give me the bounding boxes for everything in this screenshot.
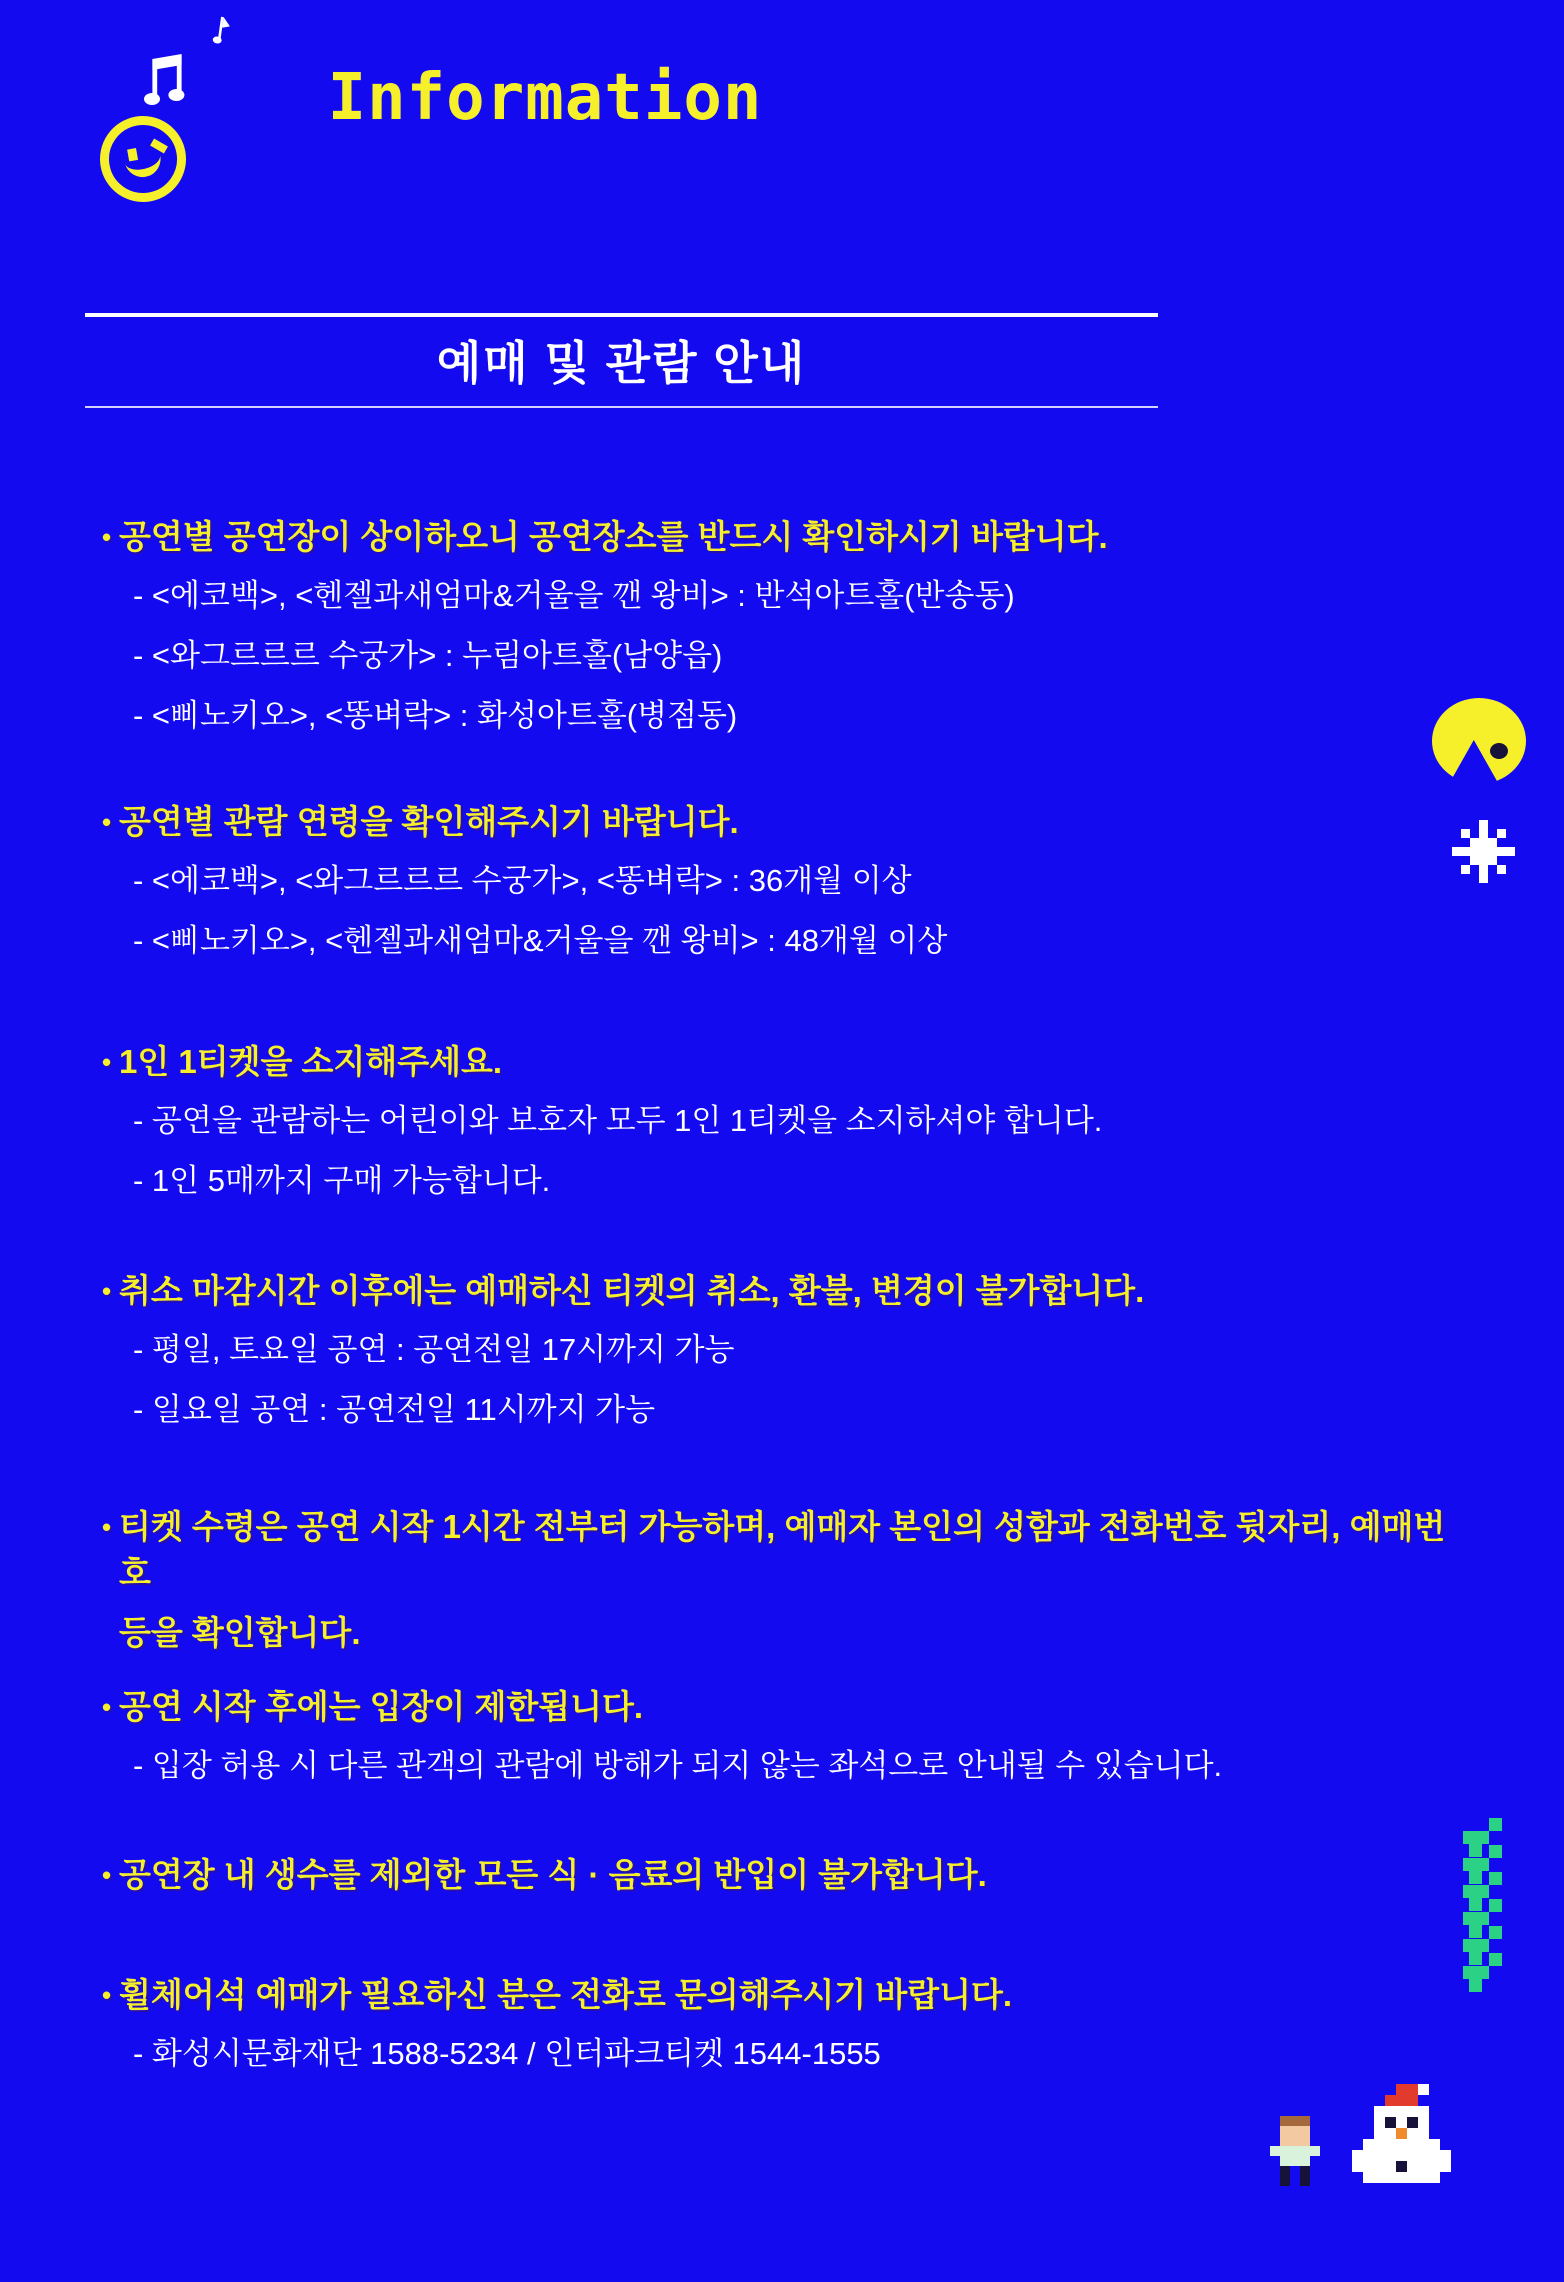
section-venues [102, 514, 1462, 746]
section-one-ticket [102, 1039, 1462, 1211]
section-heading-text: 공연 시작 후에는 입장이 제한됩니다. [119, 1688, 644, 1725]
list-item: - <삐노키오>, <헨젤과새엄마&거울을 깬 왕비> : 48개월 이상 [133, 923, 948, 958]
section-items [102, 1320, 1462, 1440]
section-heading-text: 티켓 수령은 공연 시작 1시간 전부터 가능하며, 예매자 본인의 성함과 전화번호 뒷자리, 예매번호 [119, 1508, 1446, 1591]
section-items [102, 566, 1462, 746]
bullet-dot: • [102, 522, 112, 552]
pixel-grid [1450, 1953, 1463, 1966]
page-title: Information [327, 61, 763, 135]
bullet-dot: • [102, 1860, 112, 1890]
list-item: - <에코백>, <헨젤과새엄마&거울을 깬 왕비> : 반석아트홀(반송동) [133, 578, 1015, 613]
bullet-dot: • [102, 1512, 112, 1542]
section-heading [102, 1268, 1462, 1314]
single-music-note-icon [200, 12, 235, 54]
section-heading [102, 514, 1462, 560]
section-items [102, 1091, 1462, 1211]
subtitle-band [85, 313, 1158, 408]
snowflake-icon [1452, 820, 1515, 883]
list-item: - 입장 허용 시 다른 관객의 관람에 방해가 되지 않는 좌석으로 안내될 수 있습니다. [133, 1748, 1223, 1783]
bullet-dot: • [102, 1692, 112, 1722]
list-item: - <와그르르르 수궁가> : 누림아트홀(남양읍) [133, 638, 723, 673]
section-heading [102, 799, 1462, 845]
section-heading [102, 1504, 1462, 1596]
section-heading [102, 1039, 1462, 1085]
section-cancellation [102, 1268, 1462, 1440]
section-late-entry [102, 1684, 1462, 1796]
section-heading [102, 1684, 1462, 1730]
snowman-pixel-art [1352, 2084, 1451, 2183]
pixel-grid [1352, 2084, 1363, 2095]
list-item: - <삐노키오>, <똥벼락> : 화성아트홀(병점동) [133, 698, 738, 733]
section-heading-text: 휠체어석 예매가 필요하신 분은 전화로 문의해주시기 바랍니다. [119, 1976, 1013, 2013]
pixel-grid [1452, 820, 1461, 829]
section-heading-text: 공연별 관람 연령을 확인해주시기 바랍니다. [119, 803, 739, 840]
list-item: - 평일, 토요일 공연 : 공연전일 17시까지 가능 [133, 1332, 735, 1367]
pixel-grid [1450, 1845, 1463, 1858]
bullet-dot: • [102, 807, 112, 837]
child-pixel-art [1270, 2116, 1320, 2186]
list-item: - 일요일 공연 : 공연전일 11시까지 가능 [133, 1392, 656, 1427]
down-chevrons-icon [1450, 1818, 1502, 1993]
list-item: - 공연을 관람하는 어린이와 보호자 모두 1인 1티켓을 소지하셔야 합니다. [133, 1103, 1103, 1138]
list-item: - <에코백>, <와그르르르 수궁가>, <똥벼락> : 36개월 이상 [133, 863, 912, 898]
list-item: - 화성시문화재단 1588-5234 / 인터파크티켓 1544-1555 [133, 2036, 881, 2071]
bullet-dot: • [102, 1276, 112, 1306]
section-items [102, 1736, 1462, 1796]
section-ticket-pickup [102, 1504, 1462, 1656]
section-heading-text: 1인 1티켓을 소지해주세요. [119, 1043, 502, 1080]
chevron-down-icon [1450, 1953, 1502, 1992]
section-heading-text: 공연별 공연장이 상이하오니 공연장소를 반드시 확인하시기 바랍니다. [119, 518, 1108, 555]
section-items [102, 2024, 1462, 2084]
pixel-grid [1450, 1899, 1463, 1912]
section-wheelchair [102, 1972, 1462, 2084]
section-food-drinks [102, 1852, 1462, 1898]
section-age-limit [102, 799, 1462, 971]
pacman-icon [1432, 698, 1526, 784]
pixel-grid [1270, 2116, 1280, 2126]
section-heading [102, 1972, 1462, 2018]
bullet-dot: • [102, 1980, 112, 2010]
section-heading-text: 공연장 내 생수를 제외한 모든 식 · 음료의 반입이 불가합니다. [119, 1856, 987, 1893]
pixel-grid [1450, 1926, 1463, 1939]
bullet-dot: • [102, 1047, 112, 1077]
section-items [102, 851, 1462, 971]
pacman-eye [1490, 743, 1508, 759]
divider-line-bottom [85, 406, 1158, 408]
section-heading [102, 1852, 1462, 1898]
pixel-grid [1450, 1818, 1463, 1831]
list-item: - 1인 5매까지 구매 가능합니다. [133, 1163, 551, 1198]
page-subtitle: 예매 및 관람 안내 [436, 337, 807, 389]
pixel-grid [1450, 1872, 1463, 1885]
section-heading-text: 취소 마감시간 이후에는 예매하신 티켓의 취소, 환불, 변경이 불가합니다. [119, 1272, 1145, 1309]
section-heading-continued: 등을 확인합니다. [119, 1614, 361, 1651]
